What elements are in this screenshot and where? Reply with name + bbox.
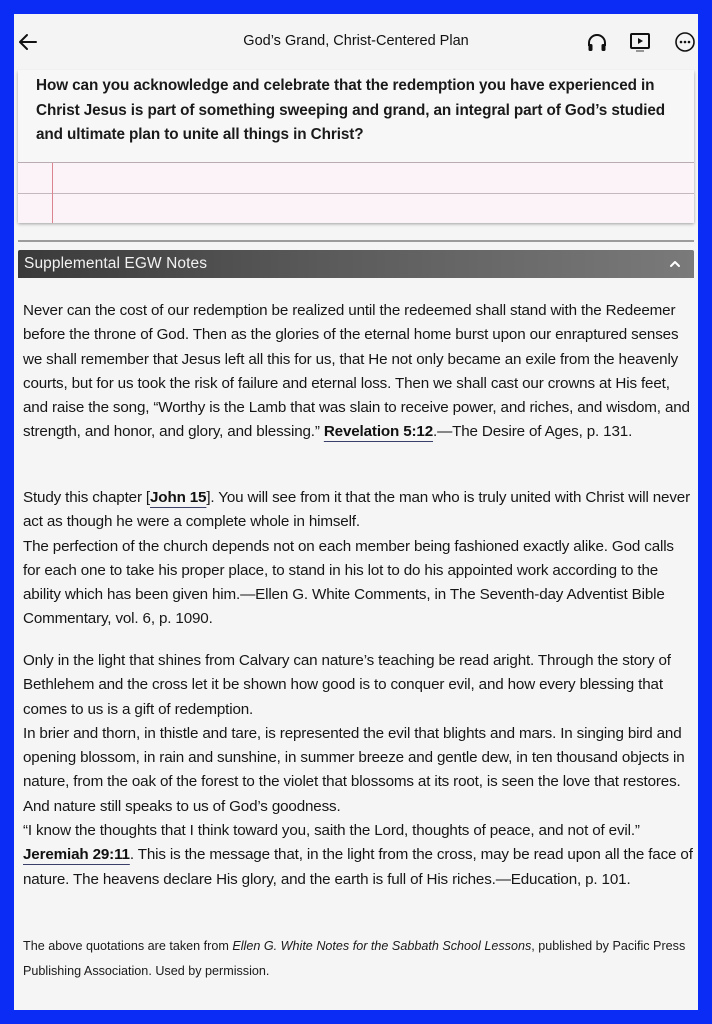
note-text: Never can the cost of our redemption be realized until the redeemed shall stand with the Redeemer before the throne of God. Then as the glories of the eternal home burst upon our enraptured senses we shall remember that Jesus left all this for us, that He not only became an exile from the heavenly courts, but for us took the risk of failure and eternal loss. Then we shall cast our crowns at His feet, and raise the song, “Worthy is the Lamb that was slain to receive power, and riches, and wisdom, and strength, and honor, and glory, and blessing.” — [23, 302, 690, 441]
back-button[interactable] — [16, 30, 40, 54]
note-source: .—The Desire of Ages, p. 131. — [433, 423, 633, 441]
page-title: God’s Grand, Christ-Centered Plan — [243, 33, 469, 49]
note-text: The perfection of the church depends not on each member being fashioned exactly alike. God calls for each one to take his proper place, to stand in his lot to do his appointed work according to the ability which has been given him.—Ellen G. White Comments, in The Seventh-day Adventist Bible Commentary, vol. 6, p. 1090. — [23, 537, 674, 628]
more-horizontal-circle-icon — [673, 30, 697, 54]
note-text: “I know the thoughts that I think toward you, saith the Lord, thoughts of peace, and not of evil.” — [23, 822, 640, 840]
note-text: ]. You will see from it that the man who is truly united with Christ will never act as though he were a complete whole in himself. — [23, 489, 691, 531]
credit-text: , published by Pacific Press Publishing Association. Used by permission. — [23, 939, 686, 978]
app-screen — [14, 14, 698, 1010]
note-paragraph — [23, 299, 693, 445]
note-text: Study this chapter [ — [23, 489, 151, 506]
question-text: How can you acknowledge and celebrate that the redemption you have experienced in Christ Jesus is part of something sweeping and grand, an integral part of God’s studied and ultimate plan to unite all things in Christ? — [36, 77, 666, 143]
note-paragraph — [23, 649, 693, 892]
answer-textarea[interactable] — [18, 162, 694, 223]
audio-button[interactable] — [585, 30, 609, 54]
section-divider — [18, 240, 694, 242]
scripture-link-revelation-5-12[interactable]: Revelation 5:12 — [323, 423, 434, 441]
note-text: In brier and thorn, in thistle and tare, is represented the evil that blights and mars. In singing bird and opening blossom, in rain and sunshine, in summer breeze and gentle dew, in ten thousand objects in nature, from the oak of the forest to the violet that blossoms at its root, is seen the love that restores. And nature still speaks to us of God’s goodness. — [23, 724, 685, 815]
credit-text: The above quotations are taken from — [23, 939, 233, 953]
answer-line[interactable] — [18, 193, 694, 223]
credit-note — [23, 934, 693, 984]
top-bar — [14, 14, 698, 70]
answer-line[interactable] — [18, 163, 694, 194]
section-title: Supplemental EGW Notes — [24, 255, 208, 272]
note-paragraph — [23, 486, 693, 632]
more-button[interactable] — [673, 30, 697, 54]
notebook-margin-line — [52, 163, 53, 223]
supplemental-notes-header[interactable] — [18, 250, 694, 278]
video-button[interactable] — [628, 30, 652, 54]
note-text: Only in the light that shines from Calvary can nature’s teaching be read aright. Through the story of Bethlehem and the cross let it be shown how good is to conquer evil, and how every blessing that comes to us is a gift of redemption. — [23, 652, 671, 718]
headphones-icon — [585, 30, 609, 54]
arrow-left-icon — [16, 30, 40, 54]
chevron-up-icon — [668, 257, 682, 271]
credit-book-title: Ellen G. White Notes for the Sabbath School Lessons — [232, 939, 532, 953]
note-text: . This is the message that, in the light from the cross, may be read upon all the face of nature. The heavens declare His glory, and the earth is full of His riches.—Education, p. 101. — [23, 846, 693, 888]
scripture-link-jeremiah-29-11[interactable]: Jeremiah 29:11 — [23, 846, 130, 864]
question-card — [18, 70, 694, 222]
present-play-icon — [628, 30, 652, 54]
scripture-link-john-15[interactable]: John 15 — [150, 489, 207, 506]
notes-content — [18, 278, 694, 1010]
